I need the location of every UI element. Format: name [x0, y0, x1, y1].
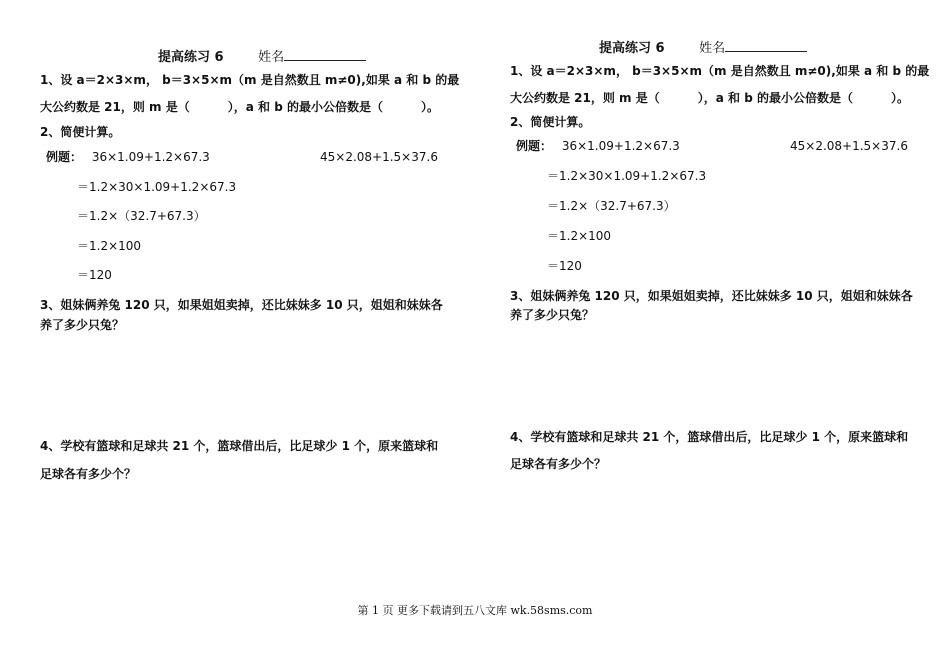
question-1-part-c: ）。	[420, 100, 439, 114]
question-1-part-c: ）。	[890, 91, 909, 105]
task-expression: 45×2.08+1.5×37.6	[790, 139, 908, 153]
worksheet-title-row	[599, 37, 807, 56]
name-label: 姓名	[258, 50, 285, 65]
name-field-line	[725, 39, 807, 52]
question-3-line-1: 3、姐妹俩养兔 120 只，如果姐姐卖掉，还比妹妹多 10 只，姐姐和妹妹各	[510, 289, 913, 303]
worksheet-right	[500, 0, 940, 600]
worksheet-left	[30, 0, 470, 600]
example-step-4: ＝120	[77, 268, 112, 282]
example-label: 例题：	[46, 150, 83, 164]
example-expression: 36×1.09+1.2×67.3	[561, 139, 680, 153]
question-1-part-a: 大公约数是 21，则 m 是（	[40, 100, 190, 114]
example-step-1: ＝1.2×30×1.09+1.2×67.3	[547, 169, 707, 183]
worksheet-title-row	[158, 46, 366, 65]
question-1-line-1: 1、设 a＝2×3×m， b＝3×5×m（m 是自然数且 m≠0),如果 a 和 b 的最	[40, 73, 460, 87]
worksheet-title: 提高练习 6	[599, 41, 665, 56]
question-3-line-2: 养了多少只兔？	[40, 318, 125, 332]
name-label: 姓名	[699, 41, 726, 56]
question-1-part-b: ），a 和 b 的最小公倍数是（	[697, 91, 853, 105]
example-step-1: ＝1.2×30×1.09+1.2×67.3	[77, 180, 237, 194]
task-expression: 45×2.08+1.5×37.6	[320, 150, 438, 164]
question-3-line-1: 3、姐妹俩养兔 120 只，如果姐姐卖掉，还比妹妹多 10 只，姐姐和妹妹各	[40, 298, 443, 312]
example-row	[46, 149, 210, 165]
example-row	[516, 138, 680, 154]
question-1-line-2	[40, 99, 439, 115]
example-expression: 36×1.09+1.2×67.3	[91, 150, 210, 164]
question-1-line-1: 1、设 a＝2×3×m， b＝3×5×m（m 是自然数且 m≠0),如果 a 和 b 的最	[510, 64, 930, 78]
question-4-line-2: 足球各有多少个？	[40, 467, 137, 481]
example-step-2: ＝1.2×（32.7+67.3）	[547, 199, 676, 213]
question-2: 2、简便计算。	[40, 125, 121, 139]
example-step-3: ＝1.2×100	[77, 239, 142, 253]
question-4-line-2: 足球各有多少个？	[510, 457, 607, 471]
question-1-line-2	[510, 90, 909, 106]
question-4-line-1: 4、学校有篮球和足球共 21 个，篮球借出后，比足球少 1 个，原来篮球和	[40, 439, 439, 453]
example-label: 例题：	[516, 139, 553, 153]
example-step-2: ＝1.2×（32.7+67.3）	[77, 209, 206, 223]
question-3-line-2: 养了多少只兔？	[510, 308, 595, 322]
example-step-4: ＝120	[547, 259, 582, 273]
worksheet-title: 提高练习 6	[158, 50, 224, 65]
question-2: 2、简便计算。	[510, 115, 591, 129]
page-footer: 第 1 页 更多下载请到五八文库 wk.58sms.com	[357, 604, 593, 617]
name-field-line	[284, 48, 366, 61]
example-step-3: ＝1.2×100	[547, 229, 612, 243]
question-1-part-b: ），a 和 b 的最小公倍数是（	[227, 100, 383, 114]
question-4-line-1: 4、学校有篮球和足球共 21 个，篮球借出后，比足球少 1 个，原来篮球和	[510, 430, 909, 444]
question-1-part-a: 大公约数是 21，则 m 是（	[510, 91, 660, 105]
